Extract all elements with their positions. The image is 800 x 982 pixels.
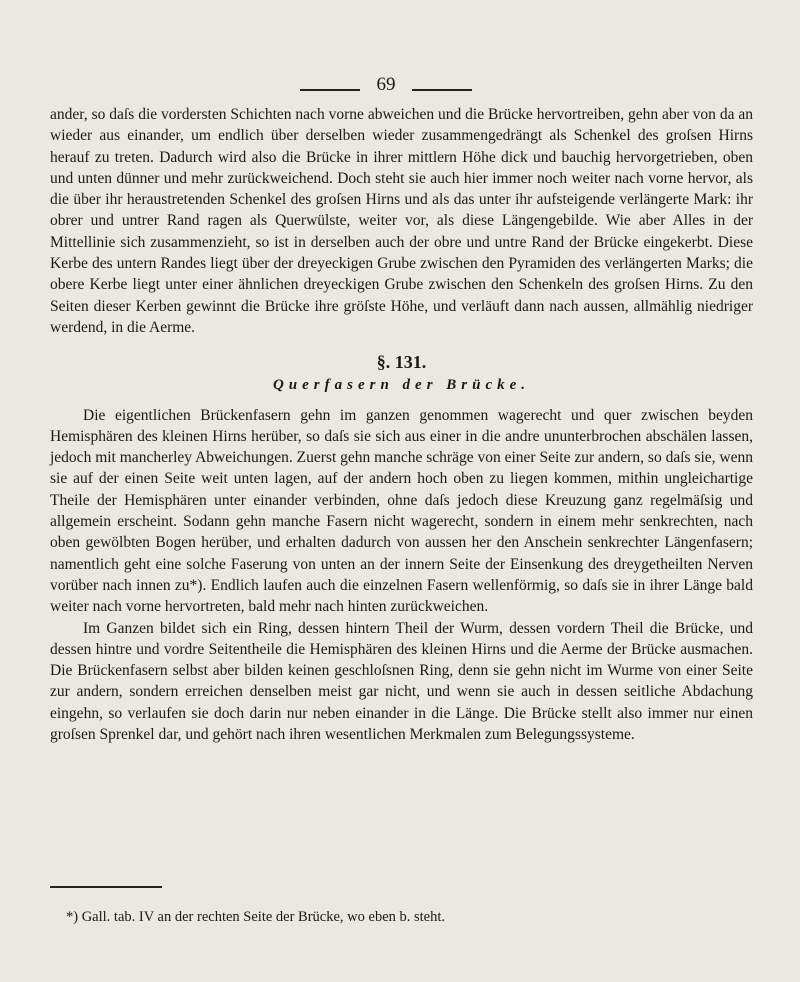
footnote: *) Gall. tab. IV an der rechten Seite der Brücke, wo eben b. steht.: [66, 909, 446, 925]
paragraph-continued: ander, so daſs die vordersten Schichten nach vorne abweichen und die Brücke hervortreiben, gehn aber von da an wieder aus einander, um endlich über derselben wieder zusammengedrängt als Schenkel des groſsen Hirns herauf zu treten. Dadurch wird also die Brücke in ihrer mittlern Höhe dick und bauchig hervorgetrieben, oben und unten dünner und mehr zurückweichend. Doch steht sie auch hier immer noch weiter nach vorne hervor, als die über ihr heraustretenden Schenkel des groſsen Hirns und als das unter ihr aufsteigende verlängerte Mark: ihr obrer und untrer Rand ragen als Querwülste, weiter vor, als diese Längengebilde. Wie aber Alles in der Mittellinie sich zusammenzieht, so ist in derselben auch der obre und untre Rand der Brücke eingekerbt. Diese Kerbe des untern Randes liegt über der dreyeckigen Grube zwischen den Pyramiden des verlängerten Marks; die obere Kerbe liegt unter einer ähnlichen dreyeckigen Grube zwischen den Schenkeln des groſsen Hirns. Zu den Seiten dieser Kerben gewinnt die Brücke ihre gröſste Höhe, und verläuft dann nach aussen, allmählig niedriger werdend, in die Aerme.: [50, 106, 753, 336]
page-header: [0, 72, 800, 102]
section-paragraph: Die eigentlichen Brückenfasern gehn im ganzen genommen wagerecht und quer zwischen beyden Hemisphären des kleinen Hirns herüber, so daſs sie sich aus einer in die andre ununterbrochen abschälen lassen, jedoch mit mancherley Abweichungen. Zuerst gehn manche schräge von einer Seite zur andern, so daſs sie, wenn sie auf der einen Seite weit unten lagen, auf der andern hoch oben zu liegen kommen, mithin ungleichartige Theile der Hemisphären unter einander verbinden, ohne daſs jedoch diese Kreuzung ganz regelmäſsig und allgemein erscheint. Sodann gehn manche Fasern nicht wagerecht, sondern in einem mehr senkrechten, nach oben gewölbten Bogen herüber, und erhalten dadurch von aussen her den Anschein senkrechter Längenfasern; namentlich geht eine solche Faserung von unten an der innern Seite der Einsenkung des dreygetheilten Nerven vorüber nach innen zu*). Endlich laufen auch die einzelnen Fasern wellenförmig, so daſs sie in ihrer Länge bald weiter nach vorne hervortreten, bald mehr nach hinten zurückweichen.: [50, 406, 753, 616]
page-number: 69: [376, 74, 396, 95]
header-rule-left: [300, 89, 360, 91]
section-paragraph: Im Ganzen bildet sich ein Ring, dessen hintern Theil der Wurm, dessen vordern Theil die Brücke, und dessen hintre und vordre Seitentheile die Hemisphären des kleinen Hirns und die Aerme der Brücke ausmachen. Die Brückenfasern selbst aber bilden keinen geschloſsnen Ring, denn sie gehn nicht im Wurme von einer Seite zur andern, sondern erreichen denselben meist gar nicht, und wenn sie auch in dessen seitliche Abdachung eingehn, so verlaufen sie doch darin nur neben einander in die Länge. Die Brücke stellt also immer nur einen groſsen Sprenkel dar, und gehört nach ihren wesentlichen Merkmalen zum Belegungssysteme.: [50, 619, 753, 744]
section-number: §. 131.: [376, 352, 427, 373]
footnote-divider: [50, 886, 162, 888]
section-title: Querfasern der Brücke.: [272, 377, 531, 394]
header-rule-right: [412, 89, 472, 91]
main-text: [50, 104, 753, 745]
